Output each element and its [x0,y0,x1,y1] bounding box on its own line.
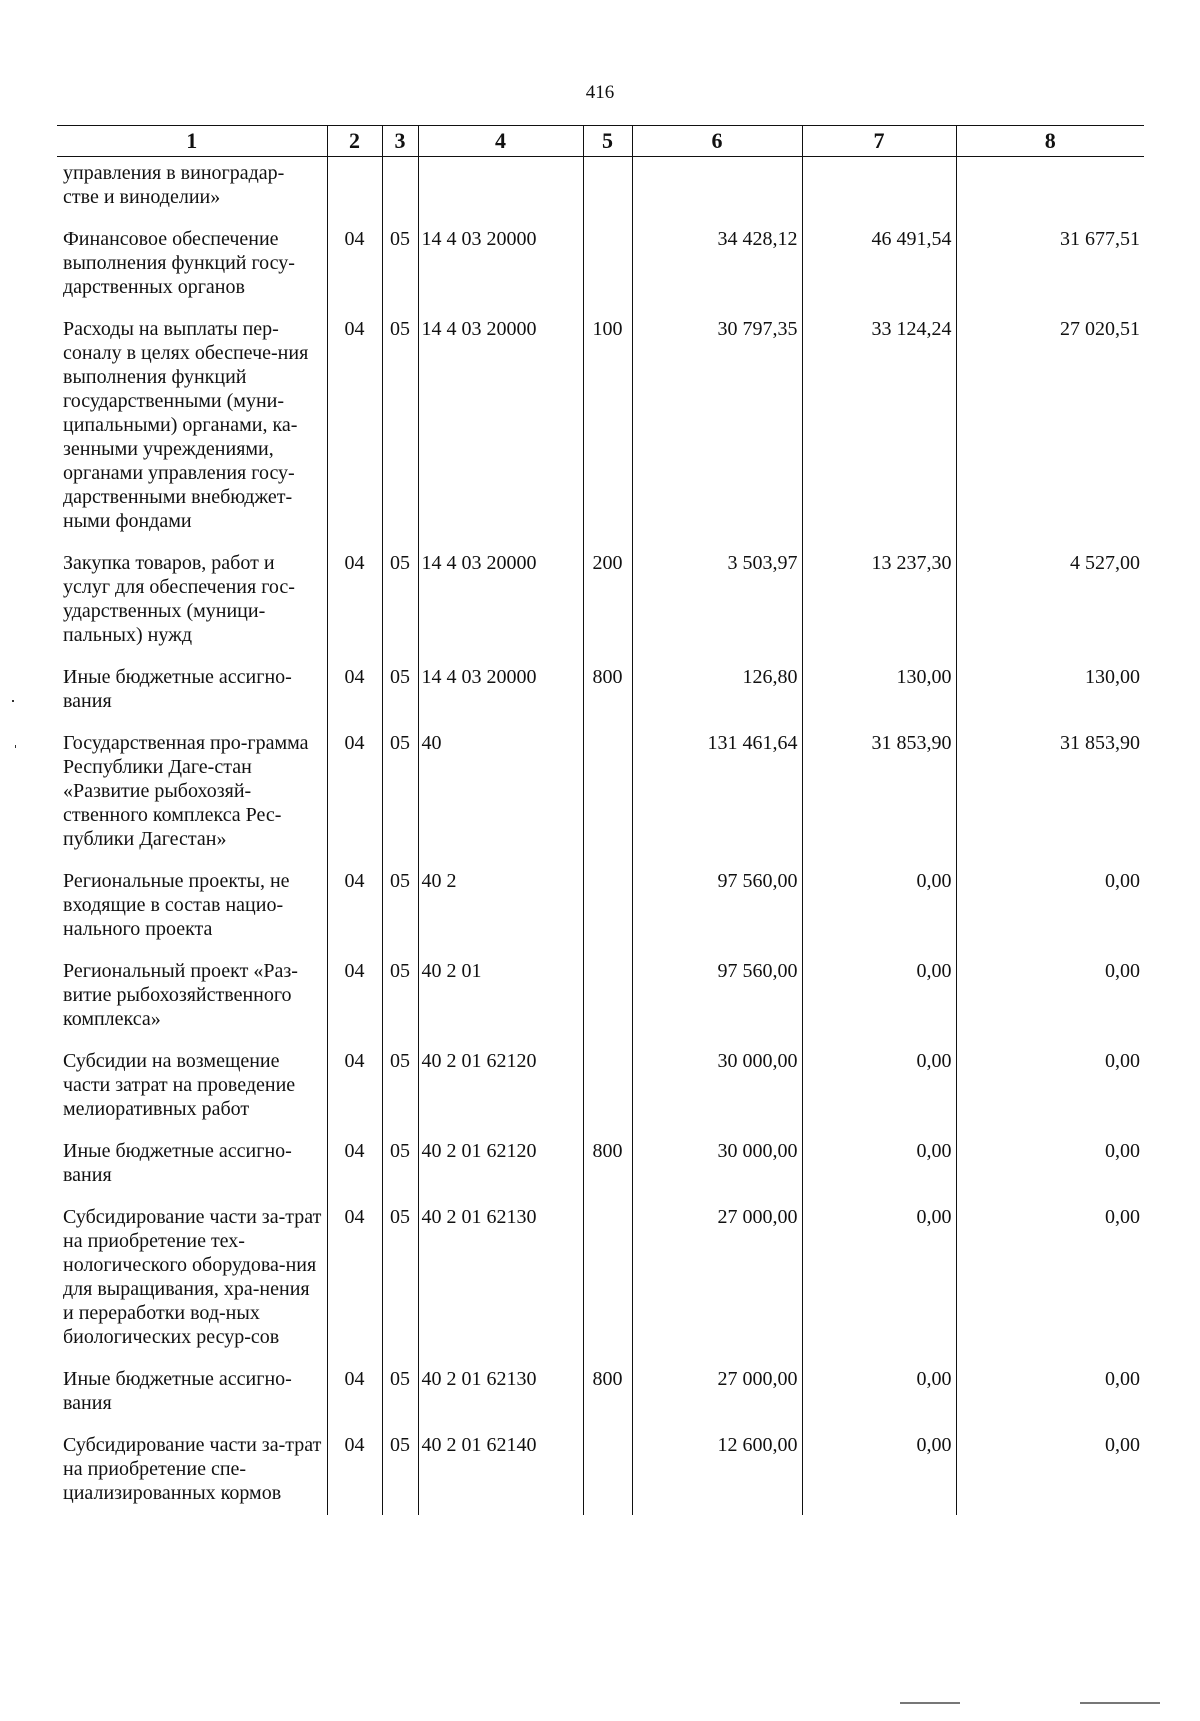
budget-table [57,125,1144,1515]
code-subsection: 05 [382,1201,418,1363]
amount-col7: 130,00 [802,661,956,727]
table-row [57,865,1144,955]
code-section: 04 [327,661,382,727]
amount-col6: 126,80 [632,661,802,727]
row-name: Иные бюджетные ассигно-вания [63,1368,292,1414]
amount-col8: 27 020,51 [956,313,1144,547]
amount-col7: 0,00 [802,1201,956,1363]
table-row [57,727,1144,865]
column-header: 8 [956,126,1144,157]
code-target-article: 40 2 01 [418,955,583,1045]
code-section: 04 [327,223,382,313]
amount-col8: 31 677,51 [956,223,1144,313]
amount-col6: 34 428,12 [632,223,802,313]
scan-speck [12,700,14,702]
code-expense-type: 200 [583,547,632,661]
amount-col8: 0,00 [956,865,1144,955]
amount-col7: 0,00 [802,955,956,1045]
scan-speck [15,745,16,748]
amount-col8 [956,157,1144,224]
code-target-article: 40 2 [418,865,583,955]
amount-col7 [802,157,956,224]
code-target-article: 40 2 01 62140 [418,1429,583,1515]
row-name: Региональные проекты, не входящие в состав нацио-нального проекта [63,870,290,940]
code-subsection: 05 [382,727,418,865]
row-name: Субсидии на возмещение части затрат на проведение мелиоративных работ [63,1050,296,1120]
amount-col8: 130,00 [956,661,1144,727]
amount-col6: 12 600,00 [632,1429,802,1515]
amount-col6: 97 560,00 [632,865,802,955]
scan-speck [1080,1702,1160,1704]
scan-speck [900,1702,960,1704]
code-section: 04 [327,865,382,955]
table-row [57,313,1144,547]
amount-col8: 0,00 [956,955,1144,1045]
code-subsection [382,157,418,224]
row-name: Субсидирование части за-трат на приобретение тех-нологического оборудова-ния для выращивания, хра-нения и переработки вод-ных биологических ресур-сов [63,1206,322,1348]
table-row [57,157,1144,224]
code-target-article: 40 2 01 62130 [418,1363,583,1429]
code-section: 04 [327,1429,382,1515]
code-section: 04 [327,313,382,547]
row-name: Финансовое обеспечение выполнения функций госу-дарственных органов [63,228,295,298]
amount-col7: 0,00 [802,1045,956,1135]
page-number: 416 [585,82,615,103]
code-subsection: 05 [382,955,418,1045]
amount-col6: 30 000,00 [632,1135,802,1201]
code-expense-type [583,1429,632,1515]
code-expense-type: 800 [583,661,632,727]
code-subsection: 05 [382,223,418,313]
code-subsection: 05 [382,1363,418,1429]
row-name: Расходы на выплаты пер-соналу в целях обеспече-ния выполнения функций государственными (муни-ципальными) органами, ка-зенными учреждениями, органами управления госу-дарственными внебюджет-ными фондами [63,318,309,532]
amount-col7: 0,00 [802,865,956,955]
amount-col8: 4 527,00 [956,547,1144,661]
table-body [57,157,1144,1516]
code-expense-type [583,727,632,865]
amount-col6: 27 000,00 [632,1363,802,1429]
code-target-article: 40 2 01 62130 [418,1201,583,1363]
code-expense-type [583,223,632,313]
code-section [327,157,382,224]
table-row [57,1201,1144,1363]
table-row [57,1429,1144,1515]
table-row [57,223,1144,313]
code-subsection: 05 [382,661,418,727]
code-section: 04 [327,1363,382,1429]
code-expense-type [583,1201,632,1363]
code-target-article: 40 2 01 62120 [418,1135,583,1201]
code-target-article: 14 4 03 20000 [418,313,583,547]
code-target-article: 14 4 03 20000 [418,223,583,313]
table-row [57,547,1144,661]
amount-col8: 0,00 [956,1045,1144,1135]
row-name: Государственная про-грамма Республики Даге-стан «Развитие рыбохозяй-ственного комплекса Рес-публики Дагестан» [63,732,309,850]
table-row [57,661,1144,727]
code-expense-type: 800 [583,1135,632,1201]
header-row [57,126,1144,157]
column-header: 1 [57,126,327,157]
code-subsection: 05 [382,547,418,661]
column-header: 4 [418,126,583,157]
code-target-article: 14 4 03 20000 [418,661,583,727]
code-section: 04 [327,955,382,1045]
row-name: Региональный проект «Раз-витие рыбохозяйственного комплекса» [63,960,298,1030]
code-expense-type: 100 [583,313,632,547]
code-section: 04 [327,1135,382,1201]
code-target-article: 40 2 01 62120 [418,1045,583,1135]
column-header: 6 [632,126,802,157]
amount-col7: 0,00 [802,1363,956,1429]
column-header: 5 [583,126,632,157]
code-expense-type [583,955,632,1045]
table-row [57,1045,1144,1135]
amount-col7: 13 237,30 [802,547,956,661]
code-expense-type: 800 [583,1363,632,1429]
amount-col6: 30 000,00 [632,1045,802,1135]
code-expense-type [583,865,632,955]
amount-col8: 0,00 [956,1201,1144,1363]
code-section: 04 [327,1045,382,1135]
row-name: Закупка товаров, работ и услуг для обеспечения гос-ударственных (муници-пальных) нужд [63,552,295,646]
amount-col8: 31 853,90 [956,727,1144,865]
code-subsection: 05 [382,1429,418,1515]
amount-col7: 0,00 [802,1135,956,1201]
row-name: Субсидирование части за-трат на приобретение спе-циализированных кормов [63,1434,322,1504]
table-row [57,1135,1144,1201]
table-row [57,955,1144,1045]
code-target-article [418,157,583,224]
code-expense-type [583,157,632,224]
column-header: 2 [327,126,382,157]
row-name: Иные бюджетные ассигно-вания [63,666,292,712]
row-name: управления в виноградар- стве и виноделии» [63,162,285,208]
code-subsection: 05 [382,865,418,955]
code-section: 04 [327,1201,382,1363]
amount-col8: 0,00 [956,1363,1144,1429]
code-section: 04 [327,547,382,661]
amount-col6: 27 000,00 [632,1201,802,1363]
amount-col7: 46 491,54 [802,223,956,313]
amount-col8: 0,00 [956,1429,1144,1515]
amount-col6: 30 797,35 [632,313,802,547]
amount-col7: 33 124,24 [802,313,956,547]
code-subsection: 05 [382,1135,418,1201]
amount-col6: 97 560,00 [632,955,802,1045]
column-header: 7 [802,126,956,157]
code-target-article: 40 [418,727,583,865]
amount-col7: 31 853,90 [802,727,956,865]
code-subsection: 05 [382,1045,418,1135]
table-row [57,1363,1144,1429]
code-target-article: 14 4 03 20000 [418,547,583,661]
amount-col8: 0,00 [956,1135,1144,1201]
amount-col7: 0,00 [802,1429,956,1515]
code-subsection: 05 [382,313,418,547]
amount-col6: 131 461,64 [632,727,802,865]
code-expense-type [583,1045,632,1135]
row-name: Иные бюджетные ассигно-вания [63,1140,292,1186]
amount-col6 [632,157,802,224]
amount-col6: 3 503,97 [632,547,802,661]
code-section: 04 [327,727,382,865]
column-header: 3 [382,126,418,157]
